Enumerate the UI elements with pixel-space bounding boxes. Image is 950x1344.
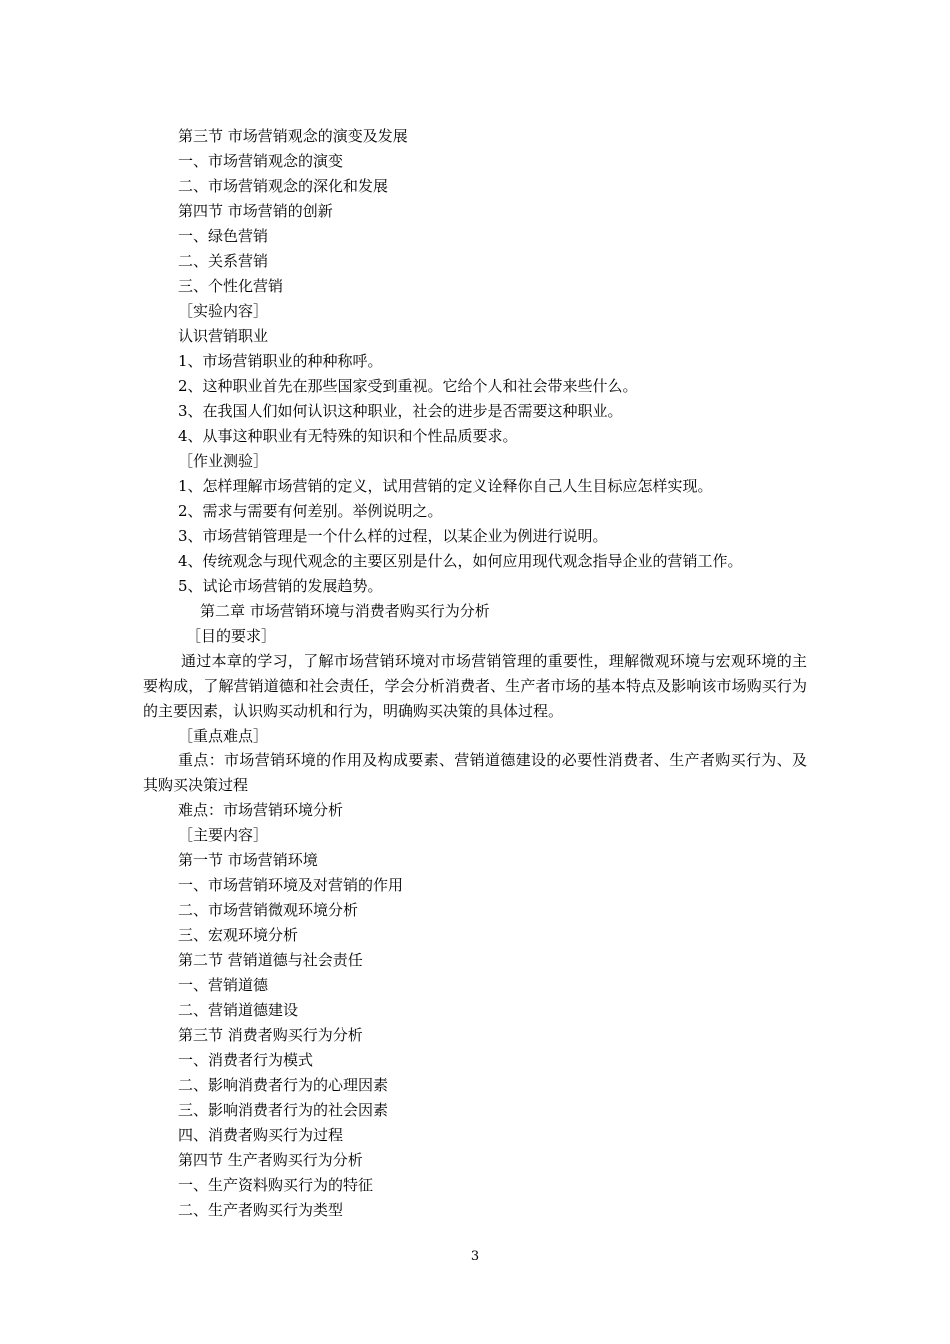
bracket-heading: ［作业测验］ — [178, 452, 269, 470]
bracket-heading: ［主要内容］ — [178, 826, 269, 844]
numbered-item: 3、市场营销管理是一个什么样的过程，以某企业为例进行说明。 — [178, 527, 608, 545]
numbered-item: 2、需求与需要有何差别。举例说明之。 — [178, 502, 443, 520]
section-heading: 第一节 市场营销环境 — [178, 851, 318, 869]
numbered-item: 4、传统观念与现代观念的主要区别是什么，如何应用现代观念指导企业的营销工作。 — [178, 552, 743, 570]
numbered-item: 2、这种职业首先在那些国家受到重视。它给个人和社会带来些什么。 — [178, 377, 638, 395]
numbered-item: 4、从事这种职业有无特殊的知识和个性品质要求。 — [178, 427, 518, 445]
subsection-item: 二、生产者购买行为类型 — [178, 1201, 344, 1219]
subsection-item: 一、生产资料购买行为的特征 — [178, 1176, 374, 1194]
body-line: 难点：市场营销环境分析 — [178, 801, 344, 819]
page-number: 3 — [470, 1249, 480, 1264]
numbered-item: 1、怎样理解市场营销的定义，试用营销的定义诠释你自己人生目标应怎样实现。 — [178, 477, 713, 495]
subsection-item: 四、消费者购买行为过程 — [178, 1126, 344, 1144]
subsection-item: 二、市场营销微观环境分析 — [178, 901, 359, 919]
chapter-heading: 第二章 市场营销环境与消费者购买行为分析 — [200, 602, 490, 620]
section-heading: 第三节 市场营销观念的演变及发展 — [178, 127, 408, 145]
subsection-item: 三、宏观环境分析 — [178, 926, 299, 944]
subsection-item: 一、绿色营销 — [178, 227, 269, 245]
experiment-title: 认识营销职业 — [178, 327, 269, 345]
body-paragraph: 通过本章的学习，了解市场营销环境对市场营销管理的重要性，理解微观环境与宏观环境的主要构成，了解营销道德和社会责任，学会分析消费者、生产者市场的基本特点及影响该市场购买行为的主要因素，认识购买动机和行为，明确购买决策的具体过程。 — [143, 652, 807, 720]
body-paragraph: 重点：市场营销环境的作用及构成要素、营销道德建设的必要性消费者、生产者购买行为、及其购买决策过程 — [143, 751, 807, 794]
subsection-item: 二、关系营销 — [178, 252, 269, 270]
numbered-item: 3、在我国人们如何认识这种职业，社会的进步是否需要这种职业。 — [178, 402, 623, 420]
numbered-item: 5、试论市场营销的发展趋势。 — [178, 577, 383, 595]
subsection-item: 三、个性化营销 — [178, 277, 284, 295]
subsection-item: 一、营销道德 — [178, 976, 269, 994]
section-heading: 第四节 市场营销的创新 — [178, 202, 333, 220]
numbered-item: 1、市场营销职业的种种称呼。 — [178, 352, 383, 370]
bracket-heading: ［重点难点］ — [178, 727, 269, 745]
subsection-item: 一、市场营销环境及对营销的作用 — [178, 876, 404, 894]
section-heading: 第四节 生产者购买行为分析 — [178, 1151, 363, 1169]
subsection-item: 二、营销道德建设 — [178, 1001, 299, 1019]
section-heading: 第三节 消费者购买行为分析 — [178, 1026, 363, 1044]
subsection-item: 一、市场营销观念的演变 — [178, 152, 344, 170]
bracket-heading: ［目的要求］ — [186, 627, 277, 645]
subsection-item: 二、影响消费者行为的心理因素 — [178, 1076, 389, 1094]
section-heading: 第二节 营销道德与社会责任 — [178, 951, 363, 969]
subsection-item: 三、影响消费者行为的社会因素 — [178, 1101, 389, 1119]
subsection-item: 一、消费者行为模式 — [178, 1051, 314, 1069]
bracket-heading: ［实验内容］ — [178, 302, 269, 320]
subsection-item: 二、市场营销观念的深化和发展 — [178, 177, 389, 195]
